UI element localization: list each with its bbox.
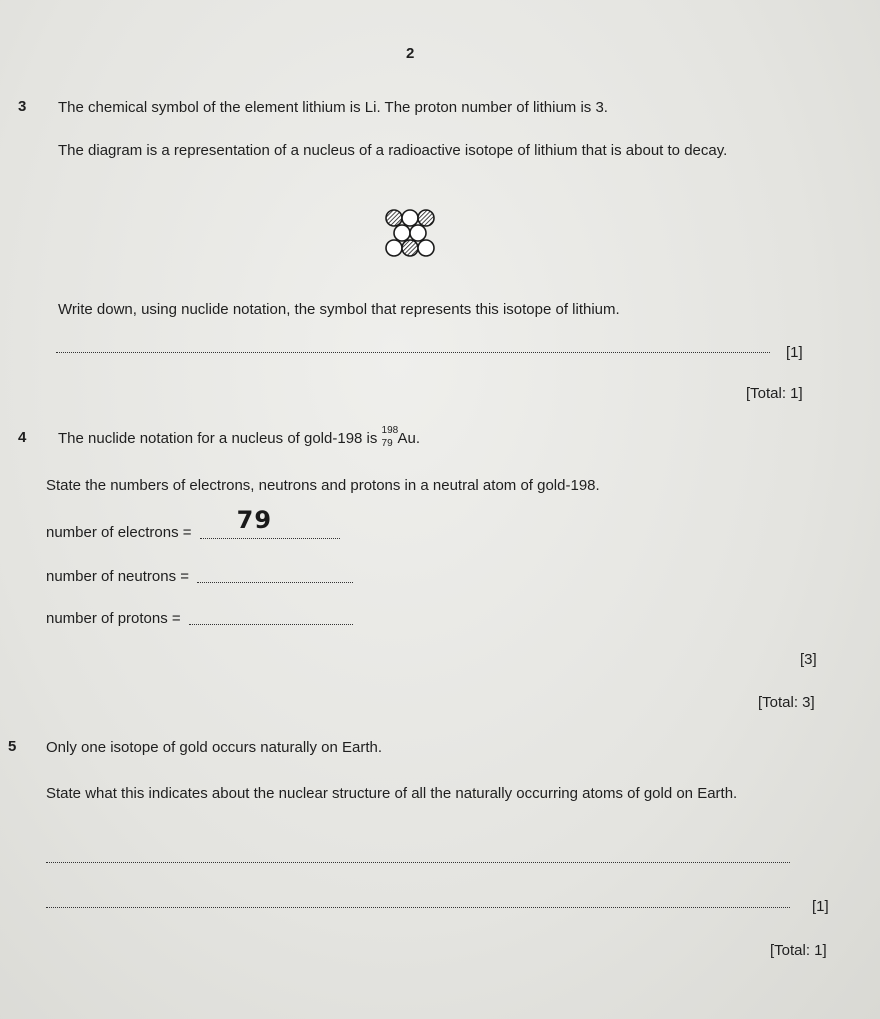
q4-total: [Total: 3] bbox=[758, 694, 815, 711]
mass-number: 198 bbox=[381, 425, 399, 436]
element-symbol: Au bbox=[397, 430, 416, 447]
electrons-answer-field[interactable] bbox=[200, 506, 340, 539]
proton-circle bbox=[386, 210, 402, 226]
question-4-number: 4 bbox=[18, 429, 27, 446]
protons-answer-field[interactable] bbox=[189, 610, 353, 625]
q3-instruction: Write down, using nuclide notation, the symbol that represents this isotope of lithium. bbox=[58, 301, 620, 318]
q3-marks: [1] bbox=[786, 344, 803, 361]
proton-circle bbox=[402, 240, 418, 256]
electrons-label: number of electrons = bbox=[46, 524, 192, 541]
statement-period: . bbox=[415, 430, 421, 447]
q4-instruction: State the numbers of electrons, neutrons and protons in a neutral atom of gold-198. bbox=[46, 477, 600, 494]
q3-context: The diagram is a representation of a nucleus of a radioactive isotope of lithium that is about to decay. bbox=[58, 142, 728, 159]
neutron-circle bbox=[402, 210, 418, 226]
neutrons-answer-field[interactable] bbox=[197, 568, 353, 583]
q5-answer-line-1[interactable] bbox=[46, 862, 790, 863]
q5-instruction: State what this indicates about the nuclear structure of all the naturally occurring atoms of gold on Earth. bbox=[46, 785, 738, 802]
neutron-circle bbox=[418, 240, 434, 256]
q3-statement: The chemical symbol of the element lithium is Li. The proton number of lithium is 3. bbox=[58, 99, 608, 116]
q5-marks: [1] bbox=[812, 898, 829, 915]
electrons-row bbox=[46, 506, 340, 543]
neutrons-row bbox=[46, 566, 353, 587]
lithium-nucleus-diagram bbox=[382, 208, 446, 268]
atomic-number: 79 bbox=[381, 438, 393, 449]
protons-row bbox=[46, 608, 353, 629]
proton-circle bbox=[418, 210, 434, 226]
neutron-circle bbox=[394, 225, 410, 241]
question-3-number: 3 bbox=[18, 98, 27, 115]
q5-total: [Total: 1] bbox=[770, 942, 827, 959]
question-5-number: 5 bbox=[8, 738, 17, 755]
neutrons-label: number of neutrons = bbox=[46, 568, 190, 585]
q4-statement bbox=[58, 425, 421, 449]
q4-marks: [3] bbox=[800, 651, 817, 668]
q5-answer-line-2[interactable] bbox=[46, 907, 790, 908]
q3-answer-line[interactable] bbox=[56, 352, 770, 353]
q4-intro: The nuclide notation for a nucleus of gold-198 is bbox=[58, 430, 378, 447]
neutron-circle bbox=[386, 240, 402, 256]
electrons-handwritten-answer: 79 bbox=[236, 506, 273, 534]
page-number: 2 bbox=[406, 45, 415, 62]
q5-statement: Only one isotope of gold occurs naturally on Earth. bbox=[46, 739, 383, 756]
protons-label: number of protons = bbox=[46, 610, 181, 627]
q3-total: [Total: 1] bbox=[746, 385, 803, 402]
neutron-circle bbox=[410, 225, 426, 241]
gold-nuclide-notation bbox=[381, 425, 399, 449]
